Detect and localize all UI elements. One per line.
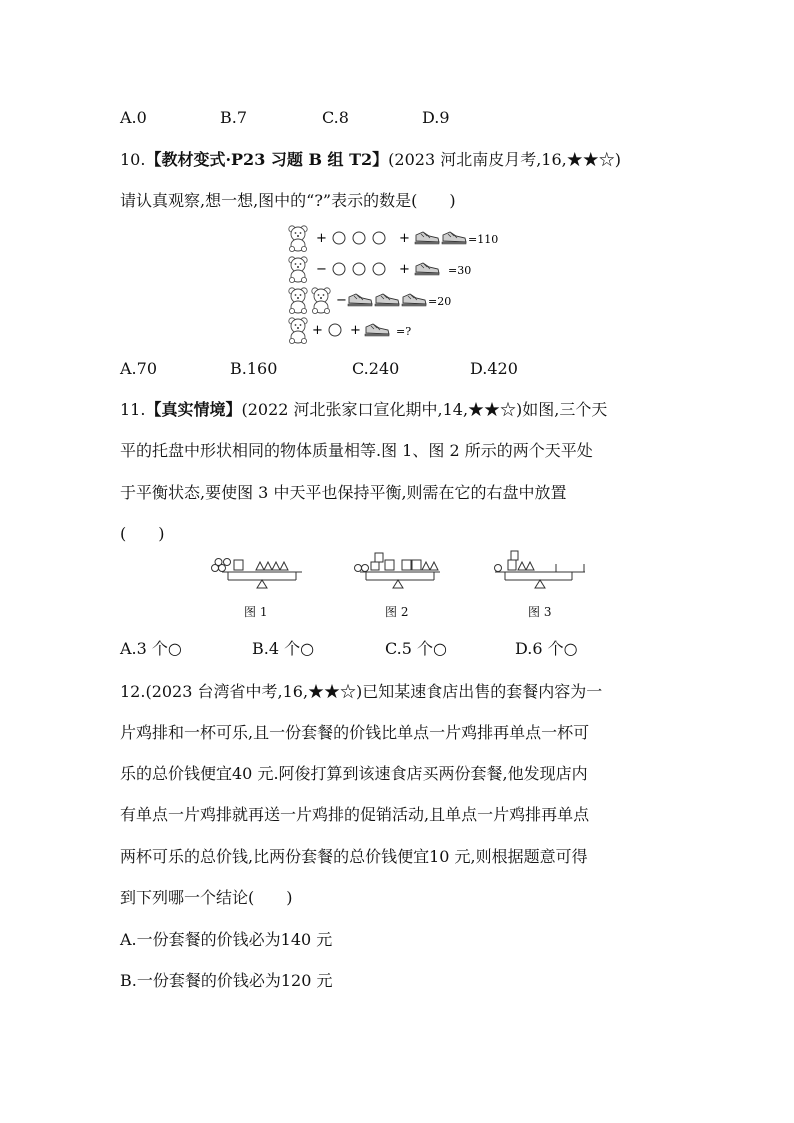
q9-option-d: D.9 — [422, 108, 450, 127]
q10-row-3-result: =20 — [428, 295, 452, 308]
q10-number: 10. — [120, 150, 146, 169]
q10-tag: 【教材变式·P23 习题 B 组 T2】 — [145, 150, 389, 169]
q12-line-3: 乐的总价钱便宜40 元.阿俊打算到该速食店买两份套餐,他发现店内 — [120, 764, 588, 783]
svg-text:+: + — [399, 231, 410, 246]
scale-1 — [212, 559, 303, 589]
q10-row-4 — [289, 318, 411, 344]
q10-heading — [120, 150, 621, 170]
q9-option-c: C.8 — [322, 108, 349, 127]
svg-text:−: − — [336, 293, 347, 308]
q10-figure — [282, 222, 522, 348]
q12-option-a: A.一份套餐的价钱必为140 元 — [120, 930, 333, 949]
q12-line-4: 有单点一片鸡排就再送一片鸡排的促销活动,且单点一片鸡排再单点 — [120, 805, 590, 824]
q11-option-b: B.4 个○ — [252, 639, 315, 658]
q11-line-2: 平的托盘中形状相同的物体质量相等.图 1、图 2 所示的两个天平处 — [120, 441, 593, 460]
q10-row-4-result: =? — [396, 325, 412, 338]
scale-3 — [495, 551, 586, 588]
svg-text:−: − — [316, 262, 327, 277]
q10-option-d: D.420 — [470, 359, 518, 378]
svg-text:+: + — [316, 231, 327, 246]
figure-2-caption: 图 2 — [385, 605, 409, 619]
q9-option-b: B.7 — [220, 108, 248, 127]
q12-line-2: 片鸡排和一杯可乐,且一份套餐的价钱比单点一片鸡排再单点一杯可 — [120, 723, 590, 742]
svg-text:+: + — [399, 262, 410, 277]
q10-row-1-result: =110 — [468, 233, 499, 246]
q12-option-b: B.一份套餐的价钱必为120 元 — [120, 971, 333, 990]
figure-3-caption: 图 3 — [528, 605, 552, 619]
q9-option-a: A.0 — [120, 108, 147, 127]
q11-line-4: ( ) — [120, 524, 165, 543]
q12-line-1: 12.(2023 台湾省中考,16,★★☆)已知某速食店出售的套餐内容为一 — [120, 682, 603, 701]
q11-figure — [200, 548, 600, 598]
q10-row-1 — [289, 226, 498, 252]
q10-row-3 — [289, 288, 451, 314]
q10-option-a: A.70 — [120, 359, 157, 378]
q11-line-1 — [120, 400, 607, 420]
q11-option-a: A.3 个○ — [120, 639, 182, 658]
q10-source: (2023 河北南皮月考,16,★★☆) — [388, 150, 621, 169]
q11-line-3: 于平衡状态,要使图 3 中天平也保持平衡,则需在它的右盘中放置 — [120, 483, 567, 502]
q10-question: 请认真观察,想一想,图中的“?”表示的数是( ) — [120, 191, 456, 210]
q11-text-1: (2022 河北张家口宣化期中,14,★★☆)如图,三个天 — [241, 400, 608, 419]
q10-row-2 — [289, 257, 471, 283]
q11-number: 11. — [120, 400, 146, 419]
q12-line-6: 到下列哪一个结论( ) — [120, 888, 293, 907]
q10-row-2-result: =30 — [448, 264, 472, 277]
svg-text:+: + — [350, 323, 361, 338]
q12-line-5: 两杯可乐的总价钱,比两份套餐的总价钱便宜10 元,则根据题意可得 — [120, 847, 588, 866]
q11-option-d: D.6 个○ — [515, 639, 578, 658]
scale-2 — [355, 553, 441, 588]
q10-option-b: B.160 — [230, 359, 278, 378]
q10-option-c: C.240 — [352, 359, 400, 378]
svg-text:+: + — [312, 323, 323, 338]
q11-tag: 【真实情境】 — [145, 400, 242, 419]
figure-1-caption: 图 1 — [244, 605, 268, 619]
q11-option-c: C.5 个○ — [385, 639, 447, 658]
